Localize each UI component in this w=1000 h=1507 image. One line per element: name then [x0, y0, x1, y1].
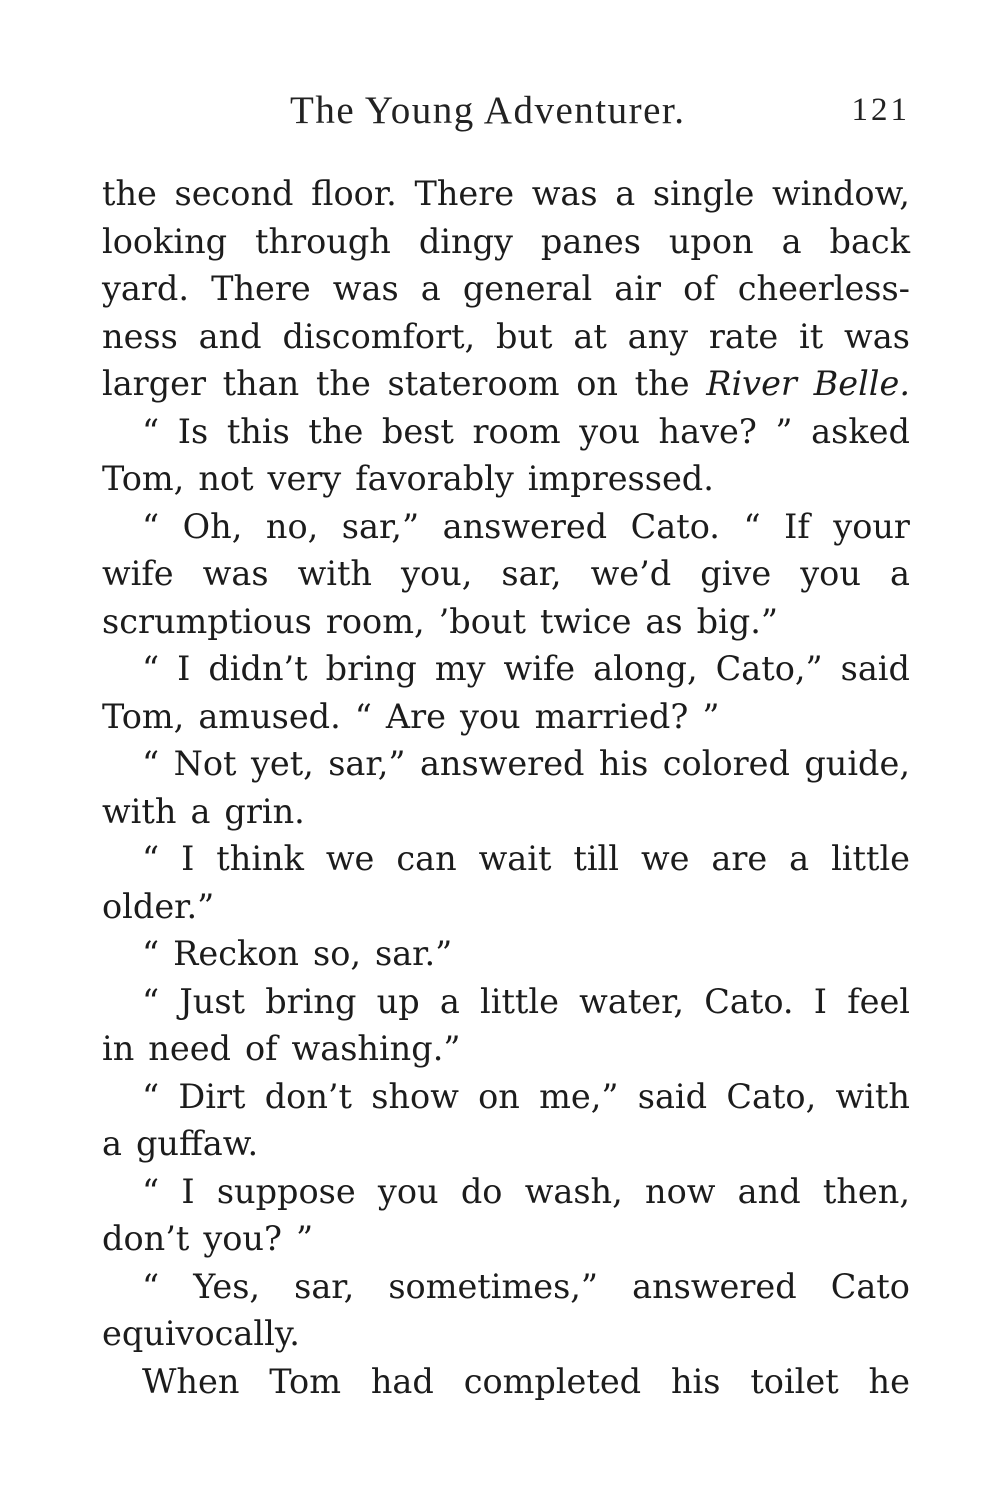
word: we: [640, 839, 690, 878]
running-head: [100, 88, 910, 144]
word: room,: [325, 601, 425, 641]
word: Tom,: [102, 696, 185, 736]
text-line: [102, 883, 910, 931]
word: older.”: [102, 886, 215, 926]
running-title: The Young Adventurer.: [290, 89, 686, 132]
word: up: [376, 981, 420, 1021]
word: wife: [102, 554, 174, 593]
italic-word: River: [706, 364, 797, 403]
word: had: [370, 1361, 434, 1401]
word: was: [202, 554, 269, 593]
word: If: [784, 506, 810, 546]
word: need: [148, 1029, 231, 1068]
text-line: [102, 1073, 910, 1121]
word: sometimes,”: [388, 1266, 599, 1306]
word: Are: [385, 696, 446, 736]
word: second: [174, 174, 294, 213]
text-line: [102, 1168, 910, 1216]
word: we: [325, 839, 375, 878]
word: bring: [265, 981, 357, 1021]
word: When: [142, 1361, 240, 1401]
word: we’d: [590, 554, 672, 593]
word: married?: [534, 696, 689, 736]
word: you: [459, 696, 521, 736]
word: “: [142, 1076, 160, 1116]
word: back: [829, 221, 910, 261]
word: a: [420, 269, 441, 308]
word: said: [637, 1076, 708, 1116]
text-line: [102, 1263, 910, 1311]
word: dingy: [418, 221, 513, 261]
word: on: [478, 1076, 520, 1116]
word: ”: [702, 696, 720, 736]
word: said: [840, 649, 910, 688]
word: you: [800, 554, 861, 593]
text-line: [102, 218, 910, 266]
word: a: [102, 1124, 122, 1163]
text-line: [102, 1025, 910, 1073]
word: There: [414, 174, 515, 213]
word: Dirt: [178, 1076, 246, 1116]
word: ”: [295, 1219, 314, 1258]
word: was: [332, 269, 399, 308]
word: yard.: [102, 269, 190, 308]
word: answered: [442, 506, 608, 546]
word: this: [226, 411, 290, 451]
word: “: [142, 506, 160, 546]
word: toilet: [750, 1361, 839, 1401]
word: yet,: [250, 744, 314, 783]
text-line: [102, 408, 910, 456]
word: was: [531, 174, 598, 213]
word: so,: [313, 934, 362, 973]
text-line: [102, 978, 910, 1026]
word: ”: [775, 411, 793, 451]
word: his: [598, 744, 649, 783]
word: it: [799, 316, 824, 356]
word: Oh,: [182, 506, 243, 546]
word: he: [868, 1361, 910, 1401]
word: no,: [265, 506, 319, 546]
word: didn’t: [208, 649, 308, 688]
word: bring: [325, 649, 417, 688]
word: Cato.: [630, 506, 720, 546]
word: ness: [102, 316, 178, 356]
word: I: [181, 839, 195, 878]
word: equivocally.: [102, 1314, 300, 1353]
word: “: [142, 411, 160, 451]
word: discomfort,: [282, 316, 476, 356]
word: “: [142, 839, 160, 878]
text-line: [102, 503, 910, 551]
word: guffaw.: [135, 1124, 259, 1163]
word: water,: [579, 981, 685, 1021]
word: of: [244, 1029, 278, 1068]
word: now: [645, 1171, 716, 1211]
word: I: [181, 1171, 195, 1211]
word: as: [645, 601, 683, 641]
word: was: [844, 316, 910, 356]
word: wait: [478, 839, 552, 878]
word: a: [190, 791, 211, 831]
word: sar.”: [375, 934, 453, 973]
word: completed: [463, 1361, 642, 1401]
word: sar,: [501, 554, 562, 593]
word: twice: [539, 601, 632, 641]
word: asked: [811, 411, 910, 451]
word: rate: [708, 316, 779, 356]
word: suppose: [216, 1171, 356, 1211]
word: his: [670, 1361, 721, 1401]
text-line: [102, 360, 910, 408]
word: the: [308, 411, 364, 451]
word: can: [396, 839, 457, 878]
word: washing.”: [291, 1029, 461, 1068]
word: with: [297, 554, 372, 593]
word: not: [198, 459, 254, 498]
word: Just: [179, 981, 246, 1021]
word: my: [434, 649, 486, 688]
word: a: [781, 221, 802, 261]
word: sar,”: [341, 506, 420, 546]
word: but: [496, 316, 553, 356]
word: stateroom: [387, 364, 560, 403]
word: a: [889, 554, 910, 593]
word: larger: [102, 364, 206, 403]
word: don’t: [264, 1076, 353, 1116]
word: scrumptious: [102, 601, 312, 641]
word: room: [472, 411, 561, 451]
word: air: [614, 269, 661, 308]
word: then,: [822, 1171, 910, 1211]
word: the: [315, 364, 371, 403]
word: the: [102, 174, 157, 213]
word: Tom,: [102, 459, 185, 498]
word: panes: [540, 221, 641, 261]
word: I: [813, 981, 828, 1021]
word: single: [652, 174, 755, 213]
word: with: [102, 791, 177, 831]
word: “: [142, 981, 160, 1021]
word: have?: [658, 411, 757, 451]
word: of: [683, 269, 716, 308]
word: “: [142, 649, 160, 688]
word: Cato.: [704, 981, 794, 1021]
word: “: [142, 744, 160, 783]
text-line: [102, 313, 910, 361]
word: in: [102, 1029, 135, 1068]
word: little: [480, 981, 559, 1021]
italic-word: Belle.: [813, 364, 910, 403]
text-line: [102, 740, 910, 788]
word: with: [835, 1076, 910, 1116]
word: Cato,”: [715, 649, 823, 688]
word: Cato: [830, 1266, 910, 1306]
text-line: [102, 1120, 910, 1168]
word: upon: [668, 221, 754, 261]
word: the: [634, 364, 690, 403]
text-line: [102, 693, 910, 741]
word: “: [142, 1266, 160, 1306]
word: very: [267, 459, 342, 498]
word: wash,: [524, 1171, 623, 1211]
word: wife: [503, 649, 576, 688]
word: through: [255, 221, 391, 261]
text-line: [102, 835, 910, 883]
word: “: [743, 506, 761, 546]
word: impressed.: [527, 459, 714, 498]
word: I: [177, 649, 191, 688]
text-line: [102, 645, 910, 693]
word: think: [216, 839, 304, 878]
word: show: [371, 1076, 459, 1116]
word: you: [377, 1171, 439, 1211]
word: best: [381, 411, 454, 451]
word: than: [222, 364, 300, 403]
word: big.”: [696, 601, 778, 641]
text-line: [102, 788, 910, 836]
word: you,: [401, 554, 473, 593]
word: answered: [632, 1266, 797, 1306]
word: your: [833, 506, 910, 546]
word: guide,: [804, 744, 910, 783]
word: Reckon: [173, 934, 299, 973]
word: amused.: [198, 696, 341, 736]
word: cheerless-: [737, 269, 910, 308]
word: sar,: [294, 1266, 355, 1306]
word: do: [460, 1171, 503, 1211]
word: Yes,: [193, 1266, 261, 1306]
text-line: [102, 550, 910, 598]
body-text: [102, 170, 910, 1405]
word: feel: [847, 981, 910, 1021]
word: ’bout: [438, 601, 526, 641]
word: me,”: [539, 1076, 619, 1116]
text-line: [102, 930, 910, 978]
word: “: [142, 1171, 160, 1211]
page-number: 121: [851, 92, 910, 128]
word: give: [700, 554, 772, 593]
word: you?: [203, 1219, 282, 1258]
word: window,: [772, 174, 910, 213]
word: answered: [419, 744, 585, 783]
word: colored: [662, 744, 790, 783]
word: floor.: [311, 174, 397, 213]
word: and: [198, 316, 262, 356]
word: any: [627, 316, 689, 356]
text-line: [102, 455, 910, 503]
word: “: [354, 696, 372, 736]
word: a: [615, 174, 636, 213]
word: and: [737, 1171, 801, 1211]
word: till: [573, 839, 619, 878]
word: looking: [102, 221, 228, 261]
word: on: [576, 364, 618, 403]
word: Cato,: [726, 1076, 817, 1116]
word: Tom: [269, 1361, 341, 1401]
word: Is: [177, 411, 209, 451]
text-line: [102, 598, 910, 646]
word: you: [579, 411, 640, 451]
word: favorably: [355, 459, 514, 498]
word: don’t: [102, 1219, 190, 1258]
word: general: [462, 269, 593, 308]
word: at: [573, 316, 607, 356]
word: “: [142, 934, 160, 973]
text-line: [102, 265, 910, 313]
word: along,: [593, 649, 698, 688]
text-line: [102, 170, 910, 218]
word: a: [789, 839, 810, 878]
text-line: [102, 1358, 910, 1406]
word: little: [831, 839, 910, 878]
word: sar,”: [328, 744, 406, 783]
word: Not: [173, 744, 237, 783]
text-line: [102, 1310, 910, 1358]
word: There: [211, 269, 311, 308]
word: grin.: [224, 791, 305, 831]
word: are: [711, 839, 768, 878]
text-line: [102, 1215, 910, 1263]
word: a: [439, 981, 460, 1021]
